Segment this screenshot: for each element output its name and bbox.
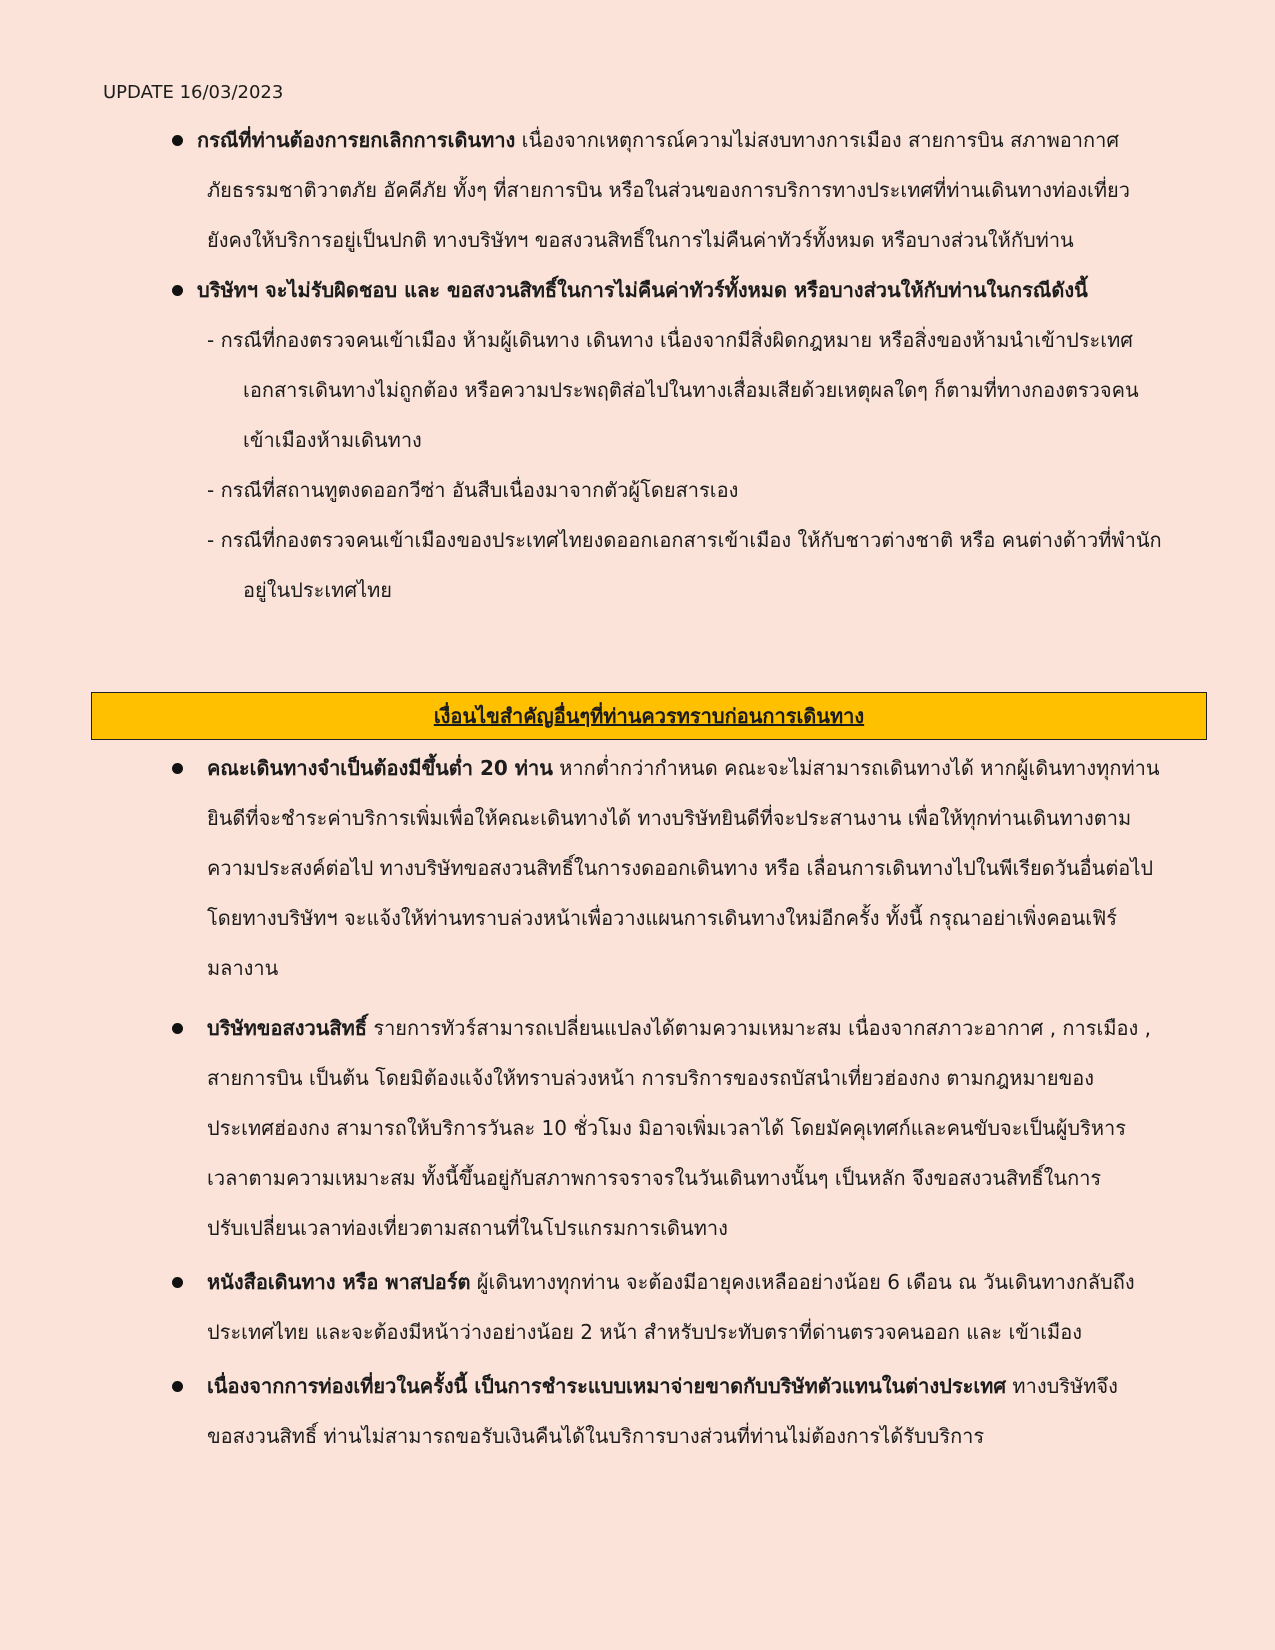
sub-line: - กรณีที่สถานทูตงดออกวีซ่า อันสืบเนื่องมาจากตัวผู้โดยสารเอง <box>207 478 739 502</box>
condition-item-group-size <box>162 743 1202 993</box>
sub-line: อยู่ในประเทศไทย <box>243 578 393 602</box>
bullet-dot-icon <box>172 285 183 296</box>
bullet-lead: คณะเดินทางจำเป็นต้องมีขึ้นต่ำ 20 ท่าน <box>207 756 553 780</box>
sub-item-immigration <box>162 315 1202 465</box>
bullet-lead: บริษัทฯ จะไม่รับผิดชอบ และ ขอสงวนสิทธิ์ในการไม่คืนค่าทัวร์ทั้งหมด หรือบางส่วนให้กับท่านในกรณีดังนี้ <box>197 278 1088 302</box>
update-date: UPDATE 16/03/2023 <box>103 82 284 103</box>
bullet-line: ยังคงให้บริการอยู่เป็นปกติ ทางบริษัทฯ ขอสงวนสิทธิ์ในการไม่คืนค่าทัวร์ทั้งหมด หรือบางส่วนให้กับท่าน <box>207 228 1074 252</box>
condition-item-passport <box>162 1257 1202 1357</box>
bullet-text: ทางบริษัทจึง <box>1006 1374 1118 1398</box>
bullet-text: เนื่องจากเหตุการณ์ความไม่สงบทางการเมือง สายการบิน สภาพอากาศ <box>515 128 1120 152</box>
sub-item-thai-immigration <box>162 515 1202 615</box>
bullet-text: รายการทัวร์สามารถเปลี่ยนแปลงได้ตามความเหมาะสม เนื่องจากสภาวะอากาศ , การเมือง , <box>366 1016 1152 1040</box>
bullet-line: ปรับเปลี่ยนเวลาท่องเที่ยวตามสถานที่ในโปรแกรมการเดินทาง <box>207 1216 728 1240</box>
bullet-line: ประเทศฮ่องกง สามารถให้บริการวันละ 10 ชั่วโมง มิอาจเพิ่มเวลาได้ โดยมัคคุเทศก์และคนขับจะเป็นผู้บริหาร <box>207 1116 1127 1140</box>
bullet-line: ความประสงค์ต่อไป ทางบริษัทขอสงวนสิทธิ์ในการงดออกเดินทาง หรือ เลื่อนการเดินทางไปในพีเรียดวันอื่นต่อไป <box>207 856 1154 880</box>
bullet-line: โดยทางบริษัทฯ จะแจ้งให้ท่านทราบล่วงหน้าเพื่อวางแผนการเดินทางใหม่อีกครั้ง ทั้งนี้ กรุณาอย่าเพิ่งคอนเฟิร์ <box>207 906 1118 930</box>
sub-line: - กรณีที่กองตรวจคนเข้าเมือง ห้ามผู้เดินทาง เดินทาง เนื่องจากมีสิ่งผิดกฎหมาย หรือสิ่งของห้ามนำเข้าประเทศ <box>207 328 1133 352</box>
condition-item-itinerary-change <box>162 1003 1202 1253</box>
sub-line: เข้าเมืองห้ามเดินทาง <box>243 428 422 452</box>
bullet-text: ผู้เดินทางทุกท่าน จะต้องมีอายุคงเหลืออย่างน้อย 6 เดือน ณ วันเดินทางกลับถึง <box>470 1270 1135 1294</box>
bullet-dot-icon <box>172 1277 183 1288</box>
bullet-lead: บริษัทขอสงวนสิทธิ์ <box>207 1016 367 1040</box>
sub-line: เอกสารเดินทางไม่ถูกต้อง หรือความประพฤติส่อไปในทางเสื่อมเสียด้วยเหตุผลใดๆ ก็ตามที่ทางกองตรวจคน <box>243 378 1139 402</box>
bullet-line: ขอสงวนสิทธิ์ ท่านไม่สามารถขอรับเงินคืนได้ในบริการบางส่วนที่ท่านไม่ต้องการได้รับบริการ <box>207 1424 985 1448</box>
bullet-line <box>207 1003 1202 1053</box>
sub-item-visa <box>162 465 1202 515</box>
sub-line: - กรณีที่กองตรวจคนเข้าเมืองของประเทศไทยงดออกเอกสารเข้าเมือง ให้กับชาวต่างชาติ หรือ คนต่างด้าวที่พำนัก <box>207 528 1162 552</box>
conditions-section <box>162 743 1202 1461</box>
bullet-line: มลางาน <box>207 956 279 980</box>
condition-item-no-refund <box>162 1361 1202 1461</box>
bullet-cancellation <box>162 115 1202 265</box>
bullet-dot-icon <box>172 1023 183 1034</box>
bullet-line: ยินดีที่จะชำระค่าบริการเพิ่มเพื่อให้คณะเดินทางได้ ทางบริษัทยินดีที่จะประสานงาน เพื่อให้ทุกท่านเดินทางตาม <box>207 806 1132 830</box>
bullet-line: สายการบิน เป็นต้น โดยมิต้องแจ้งให้ทราบล่วงหน้า การบริการของรถบัสนำเที่ยวฮ่องกง ตามกฎหมายของ <box>207 1066 1095 1090</box>
bullet-lead: กรณีที่ท่านต้องการยกเลิกการเดินทาง <box>197 128 516 152</box>
bullet-line: เวลาตามความเหมาะสม ทั้งนี้ขึ้นอยู่กับสภาพการจราจรในวันเดินทางนั้นๆ เป็นหลัก จึงขอสงวนสิทธิ์ในการ <box>207 1166 1102 1190</box>
cancellation-section <box>162 115 1202 615</box>
bullet-dot-icon <box>172 1381 183 1392</box>
bullet-line: ประเทศไทย และจะต้องมีหน้าว่างอย่างน้อย 2 หน้า สำหรับประทับตราที่ด่านตรวจคนออก และ เข้าเมือง <box>207 1320 1082 1344</box>
bullet-lead: หนังสือเดินทาง หรือ พาสปอร์ต <box>207 1270 471 1294</box>
section-banner: เงื่อนไขสำคัญอื่นๆที่ท่านควรทราบก่อนการเดินทาง <box>91 692 1207 740</box>
bullet-line: ภัยธรรมชาติวาตภัย อัคคีภัย ทั้งๆ ที่สายการบิน หรือในส่วนของการบริการทางประเทศที่ท่านเดินทางท่องเที่ยว <box>207 178 1130 202</box>
bullet-line <box>207 1361 1202 1411</box>
bullet-dot-icon <box>172 135 183 146</box>
bullet-line <box>207 1257 1202 1307</box>
bullet-line <box>207 743 1202 793</box>
bullet-text: หากต่ำกว่ากำหนด คณะจะไม่สามารถเดินทางได้ หากผู้เดินทางทุกท่าน <box>552 756 1160 780</box>
spacer <box>162 993 1202 1003</box>
bullet-no-refund <box>162 265 1202 315</box>
bullet-lead: เนื่องจากการท่องเที่ยวในครั้งนี้ เป็นการชำระแบบเหมาจ่ายขาดกับบริษัทตัวแทนในต่างประเทศ <box>207 1374 1007 1398</box>
bullet-dot-icon <box>172 763 183 774</box>
bullet-line <box>197 115 1202 165</box>
